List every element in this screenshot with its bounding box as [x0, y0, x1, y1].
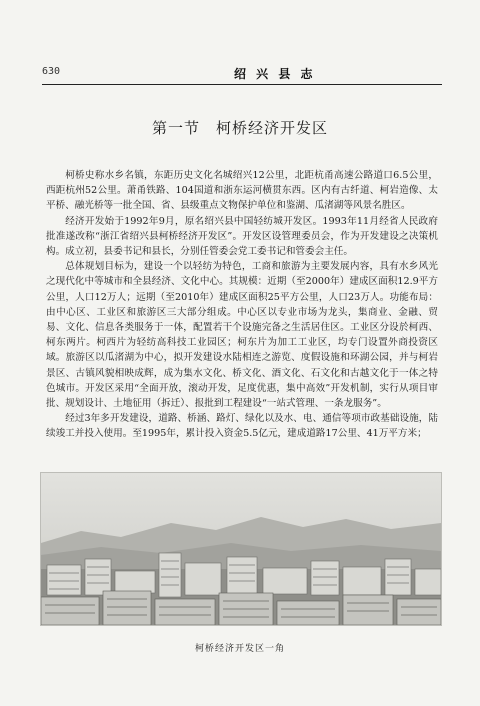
paragraph-location: 柯桥史称水乡名镇，东距历史文化名城绍兴12公里，北距杭甬高速公路道口6.5公里，西距杭州52公里。萧甬铁路、104国道和浙东运河横贯东西。区内有古纤道、柯岩造像、太平桥、融光桥等一批全国、省、县级重点文物保护单位和鉴湖、瓜渚湖等风景名胜区。	[46, 170, 438, 212]
paragraph-planning: 总体规划目标为，建设一个以轻纺为特色，工商和旅游为主要发展内容，具有水乡风光之现代化中等城市和全县经济、文化中心。其规模：近期（至2000年）建成区面积12.9平方公里，人口12万人；远期（至2010年）建成区面积25平方公里，人口23万人。功能布局：由中心区、工业区和旅游区三大部分组成。中心区以专业市场为龙头，集商业、金融、贸易、文化、信息各类服务于一体，配置若干个设施完备之生活居住区。工业区分设於柯西、柯东两片。柯西片为轻纺高科技工业园区；柯东片为加工工业区，均专门设置外商投资区域。旅游区以瓜渚湖为中心，拟开发建设水陆相连之游览、度假设施和环湖公园，并与柯岩景区、古镇风貌相映成辉，成为集水文化、桥文化、酒文化、石文化和古越文化于一体之特色城市。开发区采用“全面开放，滚动开发，足度优惠，集中高效”开发机制，实行从项目审批、规划设计、土地征用（拆迁）、报批到工程建设“一站式管理、一条龙服务”。	[46, 261, 438, 410]
paragraph-construction: 经过3年多开发建设，道路、桥涵、路灯、绿化以及水、电、通信等项市政基础设施，陆续竣工并投入使用。至1995年，累计投入资金5.5亿元，建成道路17公里、41万平方米；	[46, 413, 438, 440]
body-text	[46, 168, 438, 442]
paragraph-history: 经济开发始于1992年9月，原名绍兴县中国轻纺城开发区。1993年11月经省人民政府批准遂改称“浙江省绍兴县柯桥经济开发区”。开发区设管理委员会，作为开发建设之决策机构。成立初，县委书记和县长，分别任管委会党工委书记和管委会主任。	[46, 215, 438, 258]
photo-caption: 柯桥经济开发区一角	[194, 644, 285, 654]
book-title: 绍 兴 县 志	[234, 67, 316, 81]
section-title: 第一节 柯桥经济开发区	[151, 119, 328, 137]
development-zone-photo	[40, 472, 442, 626]
page-number: 630	[42, 66, 61, 77]
running-header	[42, 66, 442, 82]
header-rule	[42, 84, 442, 85]
